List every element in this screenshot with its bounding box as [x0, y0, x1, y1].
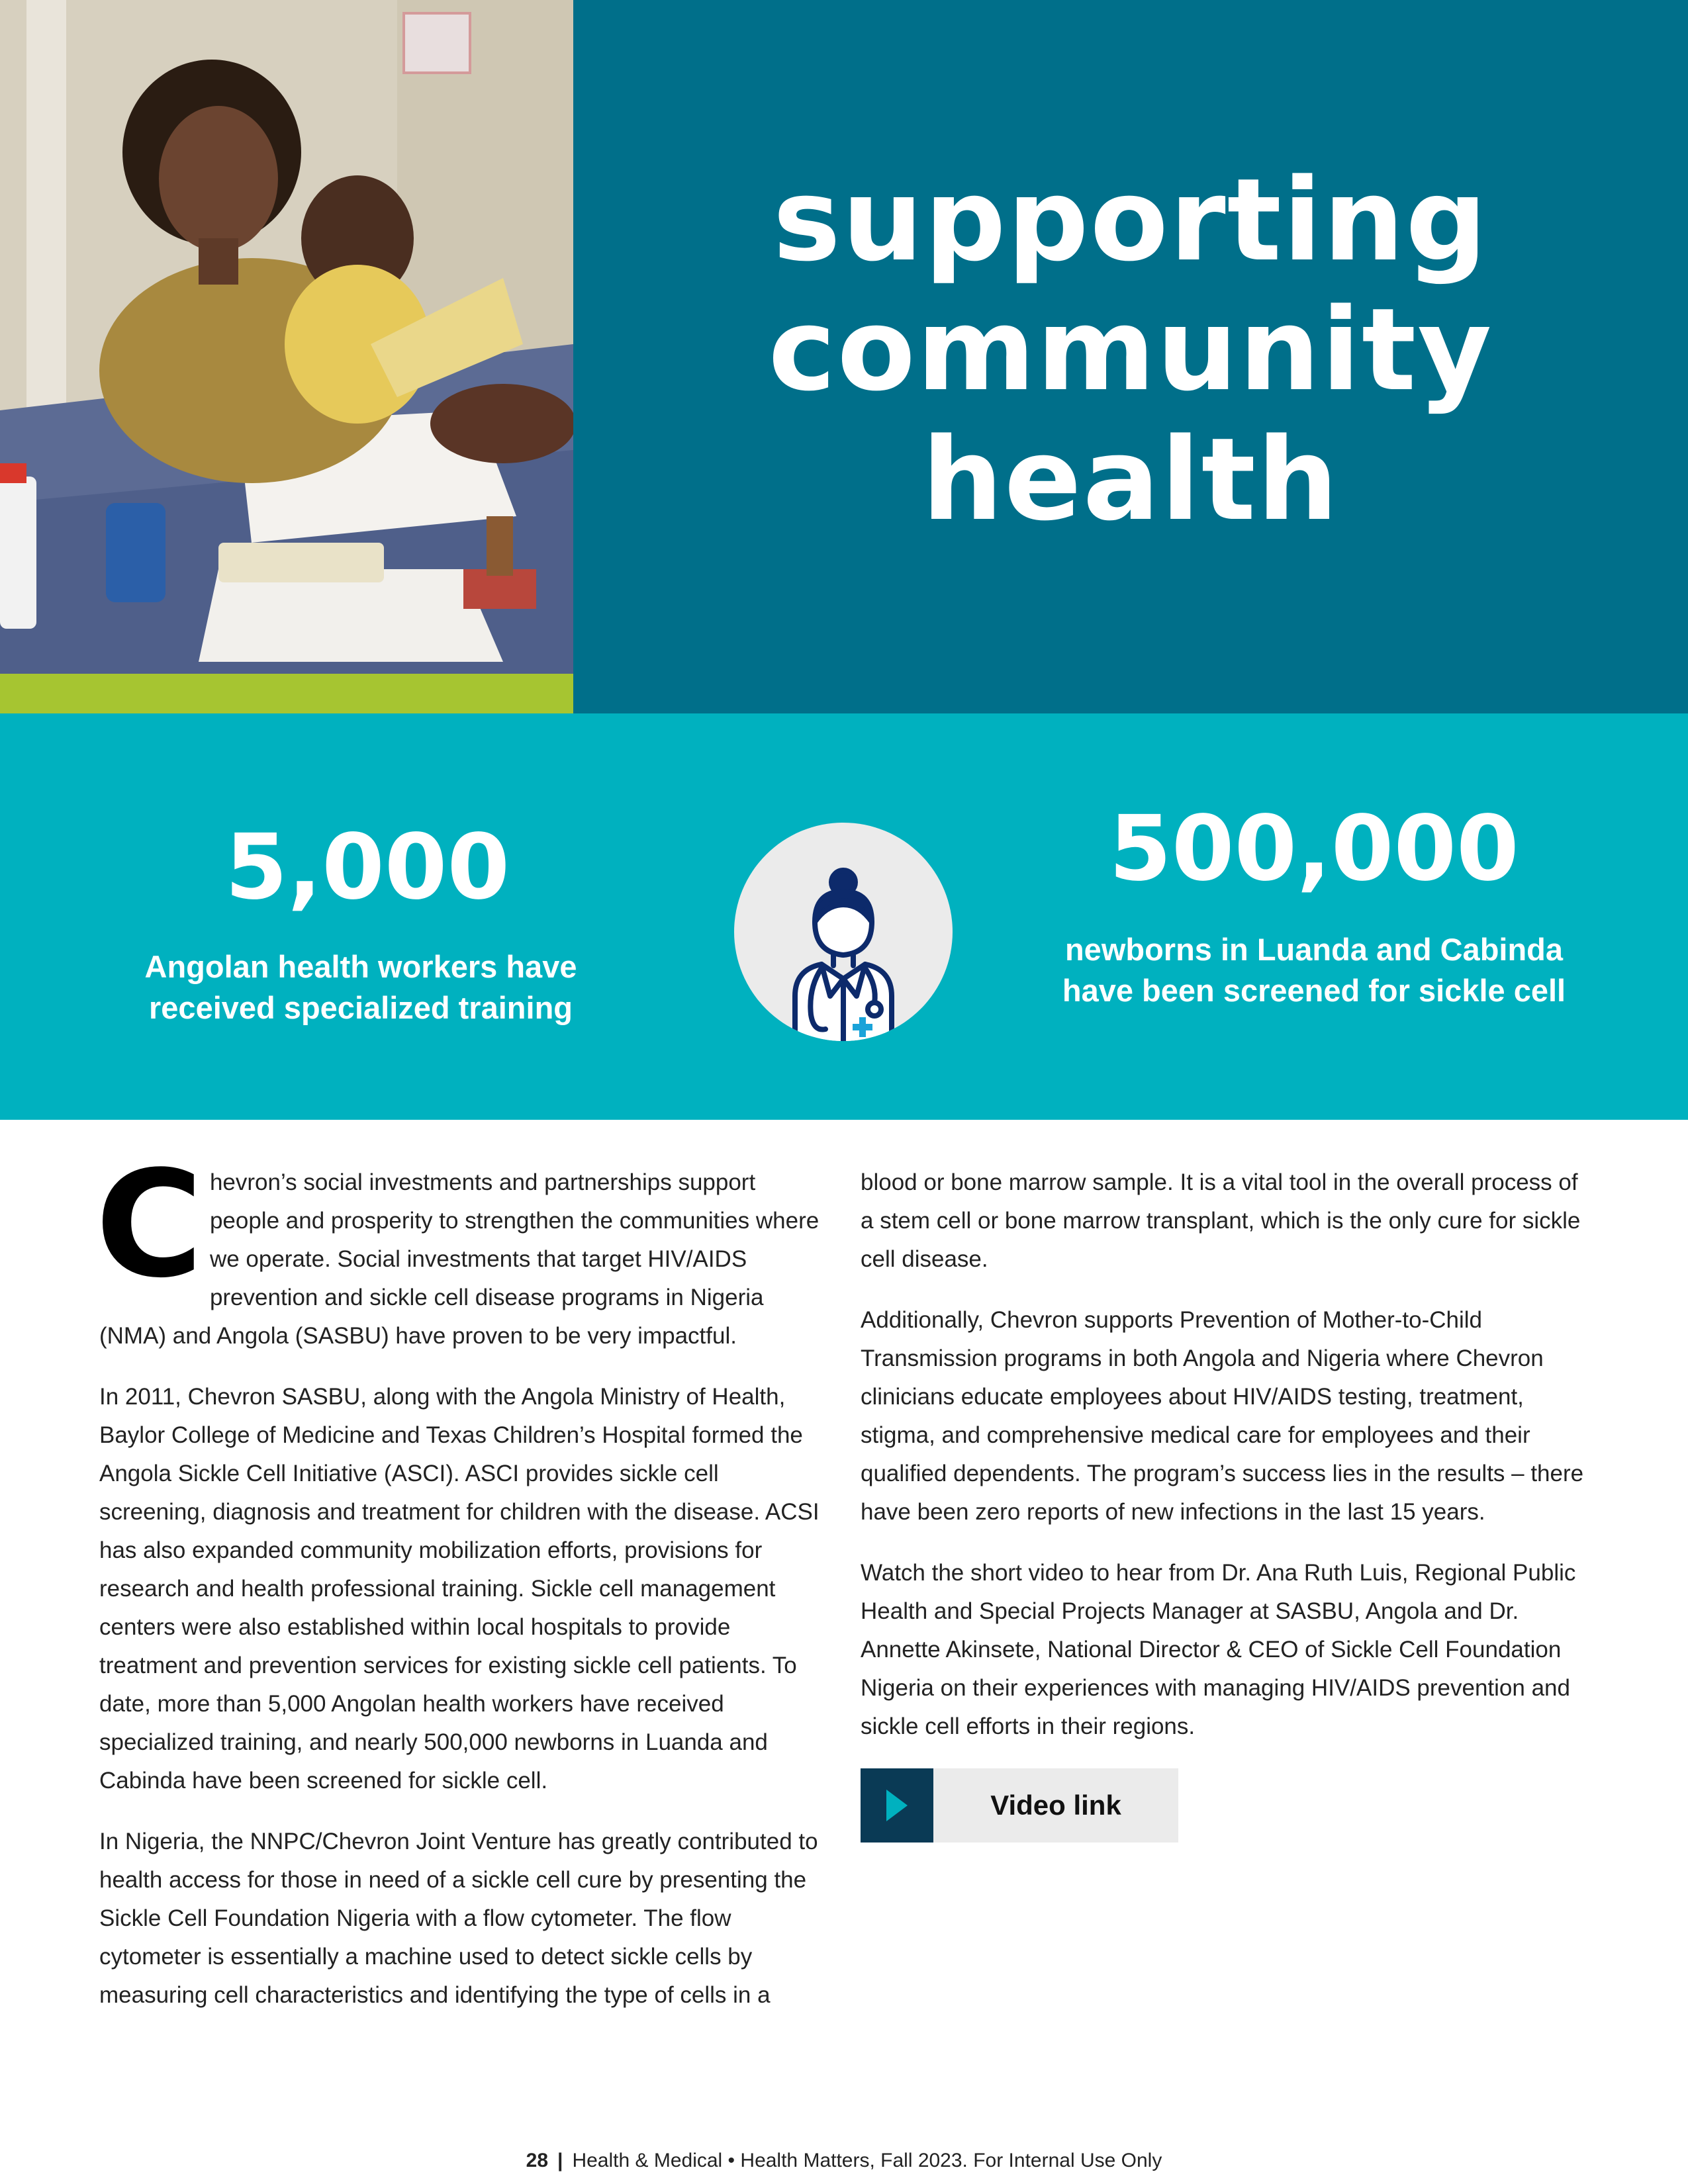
- article-paragraph: In Nigeria, the NNPC/Chevron Joint Venture has greatly contributed to health access for those in need of a sickle cell cure by presenting the Sickle Cell Foundation Nigeria with a flow cytometer. The flow cytometer is essentially a machine used to detect sickle cells by measuring cell characteristics and identifying the type of cells in a: [99, 1829, 818, 2008]
- health-worker-badge: [734, 823, 953, 1041]
- article-paragraph: In 2011, Chevron SASBU, along with the Angola Ministry of Health, Baylor College of Medicine and Texas Children’s Hospital formed the Angola Sickle Cell Initiative (ASCI). ASCI provides sickle cell screening, diagnosis and treatment for children with the disease. ACSI has also expanded community mobilization efforts, provisions for research and health professional training. Sickle cell management centers were also established within local hospitals to provide treatment and prevention services for existing sickle cell patients. To date, more than 5,000 Angolan health workers have received specialized training, and nearly 500,000 newborns in Luanda and Cabinda have been screened for sickle cell.: [99, 1384, 820, 1794]
- page-footer: [0, 2150, 1688, 2172]
- video-link-label[interactable]: Video link: [990, 1790, 1121, 1821]
- hero-photo: [0, 0, 573, 674]
- article-paragraph: Watch the short video to hear from Dr. Ana Ruth Luis, Regional Public Health and Special Projects Manager at SASBU, Angola and Dr. Annette Akinsete, National Director & CEO of Sickle Cell Foundation Nigeria on their experiences with managing HIV/AIDS prevention and sickle cell efforts in their regions.: [861, 1560, 1576, 1739]
- article-column-right: [861, 1163, 1595, 1843]
- play-icon[interactable]: [861, 1768, 933, 1843]
- article-paragraph: Additionally, Chevron supports Prevention of Mother-to-Child Transmission programs in both Angola and Nigeria where Chevron clinicians educate employees about HIV/AIDS testing, treatment, stigma, and comprehensive medical care for employees and their qualified dependents. The program’s success lies in the results – there have been zero reports of new infections in the last 15 years.: [861, 1307, 1584, 1525]
- article-column-left: [95, 1140, 831, 2037]
- stat-number-health-workers: 5,000: [224, 815, 510, 920]
- drop-cap: C: [95, 1140, 203, 1310]
- footer-separator: |: [557, 2150, 563, 2171]
- stat-number-newborns: 500,000: [1109, 797, 1519, 901]
- article-paragraph: blood or bone marrow sample. It is a vital tool in the overall process of a stem cell or bone marrow transplant, which is the only cure for sickle cell disease.: [861, 1169, 1581, 1272]
- video-link-button[interactable]: [861, 1768, 1178, 1843]
- health-worker-icon: [734, 823, 953, 1041]
- stat-caption-newborns: newborns in Luanda and Cabinda have been screened for sickle cell: [1062, 932, 1566, 1008]
- title-panel: [573, 0, 1688, 713]
- mother-and-child-photo: [0, 0, 573, 674]
- footer-text: Health & Medical • Health Matters, Fall 2023. For Internal Use Only: [572, 2150, 1162, 2171]
- lead-text: hevron’s social investments and partnerships support people and prosperity to strengthen the communities where we operate. Social investments that target HIV/AIDS prevention and sickle cell disease programs in Nigeria (NMA) and Angola (SASBU) have proven to be very impactful.: [99, 1169, 820, 1349]
- stat-caption-health-workers: Angolan health workers have received specialized training: [144, 949, 577, 1025]
- page-number: 28: [526, 2150, 549, 2171]
- accent-bar: [0, 674, 573, 713]
- article-lead-paragraph: [95, 1140, 831, 1355]
- stats-band: [0, 713, 1688, 1120]
- page-title: supporting community health: [768, 154, 1493, 546]
